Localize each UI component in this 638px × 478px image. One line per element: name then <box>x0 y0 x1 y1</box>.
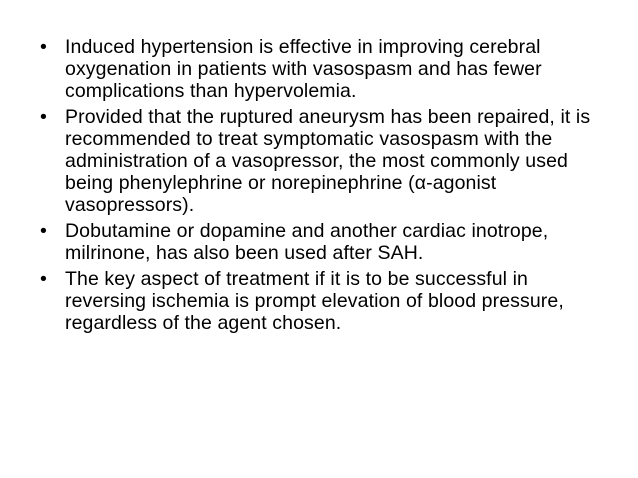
bullet-item-3 <box>40 220 600 264</box>
bullet-dot-icon: • <box>40 268 47 290</box>
bullet-text: Dobutamine or dopamine and another cardiac inotrope, milrinone, has also been used after SAH. <box>65 220 549 264</box>
bullet-dot-icon: • <box>40 220 47 242</box>
bullet-text: Provided that the ruptured aneurysm has been repaired, it is recommended to treat symptomatic vasospasm with the administration of a vasopressor, the most commonly used being phenylephrine or norepinephrine (α-agonist vasopressors). <box>65 106 591 216</box>
bullet-dot-icon: • <box>40 36 47 58</box>
bullet-dot-icon: • <box>40 106 47 128</box>
bullet-text: Induced hypertension is effective in improving cerebral oxygenation in patients with vasospasm and has fewer complications than hypervolemia. <box>65 36 542 102</box>
bullet-item-2 <box>40 106 600 216</box>
bullet-item-1 <box>40 36 600 102</box>
bullet-item-4 <box>40 268 600 334</box>
bullet-list <box>40 36 600 338</box>
bullet-text: The key aspect of treatment if it is to be successful in reversing ischemia is prompt elevation of blood pressure, regardless of the agent chosen. <box>65 268 564 334</box>
